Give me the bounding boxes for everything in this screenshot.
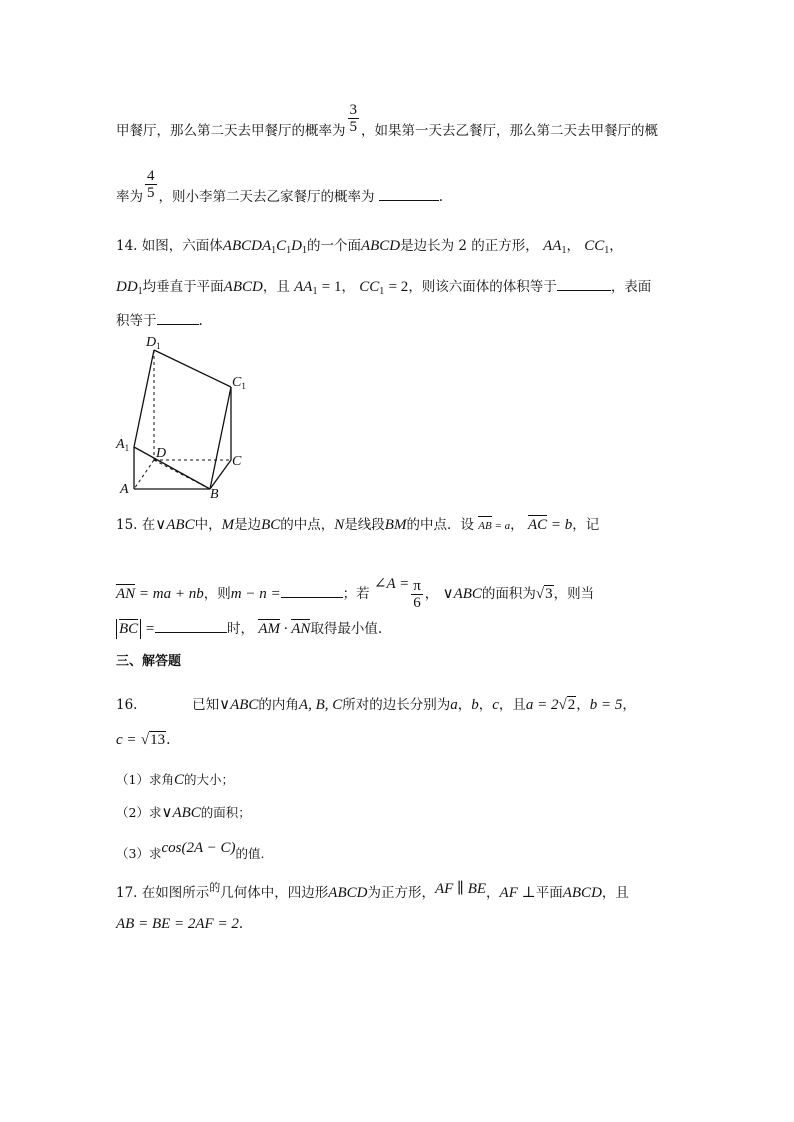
triangle-symbol: ∨	[161, 803, 173, 821]
label-a1: $A_1$	[116, 437, 130, 453]
q13-text: 甲餐厅，那么第二天去甲餐厅的概率为	[116, 123, 346, 139]
q17-line-1: 17. 在如图所示$^的$几何体中，四边形ABCD为正方形，AF ∥ BE，AF ⊥平面ABCD，且	[116, 881, 629, 901]
question-number: 16.	[116, 697, 138, 713]
label-d1: $D_1$	[146, 335, 161, 351]
q15-line-3: BC = 时， AM · AN取得最小值.	[116, 618, 694, 639]
triangle-symbol: ∨	[442, 584, 454, 602]
label-c1: $C_1$	[232, 375, 246, 391]
question-number: 14.	[116, 238, 138, 254]
question-number: 15.	[116, 517, 138, 533]
q16-line-2: c = √13.	[116, 732, 171, 748]
q15-line-1: 15. 在∨ABC中，M是边BC的中点，N是线段BM的中点．设 AB = a， AC = b，记	[116, 515, 600, 533]
hexahedron-figure	[110, 332, 260, 502]
q13-line-1	[116, 102, 694, 141]
q16-line-1: 16. 已知∨ABC的内角A, B, C所对的边长分别为a，b，c，且a = 2√2，b = 5，	[116, 695, 636, 713]
edge-d1a1	[134, 350, 154, 447]
q13-text: ，则小李第二天去乙家餐厅的概率为	[158, 189, 375, 205]
q13-text: ，如果第一天去乙餐厅，那么第二天去甲餐厅的概	[361, 123, 658, 139]
q16-part-2: （2）求∨ABC的面积；	[116, 803, 251, 821]
q15-line-2: AN = ma + nb，则m − n = ；若 ∠A = $\frac{\pi}{6}$ ， ∨ABC的面积为√3，则当	[116, 576, 595, 611]
question-number: 17.	[116, 885, 138, 901]
edge-d1c1	[154, 350, 231, 387]
q14-line-2: $DD_1$均垂直于平面ABCD，且 $AA_1 = 1$， $CC_1 = 2$，则该六面体的体积等于 ，表面	[116, 276, 694, 302]
triangle-symbol: ∨	[219, 695, 231, 713]
label-d: D	[156, 446, 167, 461]
q17-line-2: AB = BE = 2AF = 2.	[116, 916, 244, 932]
answer-blank[interactable]	[157, 310, 199, 325]
q13-fraction-1: $\frac{3}{5}$	[349, 102, 357, 135]
label-b: B	[210, 487, 219, 502]
answer-blank[interactable]	[155, 618, 227, 633]
q16-part-1: （1）求角C的大小；	[116, 772, 234, 788]
q14-line-1: 14. 如图，六面体$ABCDA_1C_1D_1$的一个面ABCD是边长为 2 的正方形， $AA_1$， $CC_1$，	[116, 238, 623, 256]
label-c: C	[232, 454, 242, 469]
q13-text: 率为	[116, 189, 143, 205]
section-heading: 三、解答题	[116, 654, 182, 669]
q14-line-3: 积等于 .	[116, 310, 694, 331]
label-a: A	[120, 482, 129, 497]
answer-blank[interactable]	[281, 583, 343, 598]
q13-line-2: 率为 $\frac{4}{5}$ ，则小李第二天去乙家餐厅的概率为 .	[116, 168, 444, 205]
q16-part-3: （3）求cos(2A − C)的值.	[116, 840, 265, 861]
hidden-edge-da	[134, 460, 154, 489]
answer-blank[interactable]	[557, 276, 611, 291]
q13-fraction-2: $\frac{4}{5}$	[147, 168, 155, 201]
pi-over-six: $\frac{\pi}{6}$	[413, 578, 421, 611]
answer-blank[interactable]	[379, 186, 439, 201]
triangle-symbol: ∨	[155, 515, 167, 533]
